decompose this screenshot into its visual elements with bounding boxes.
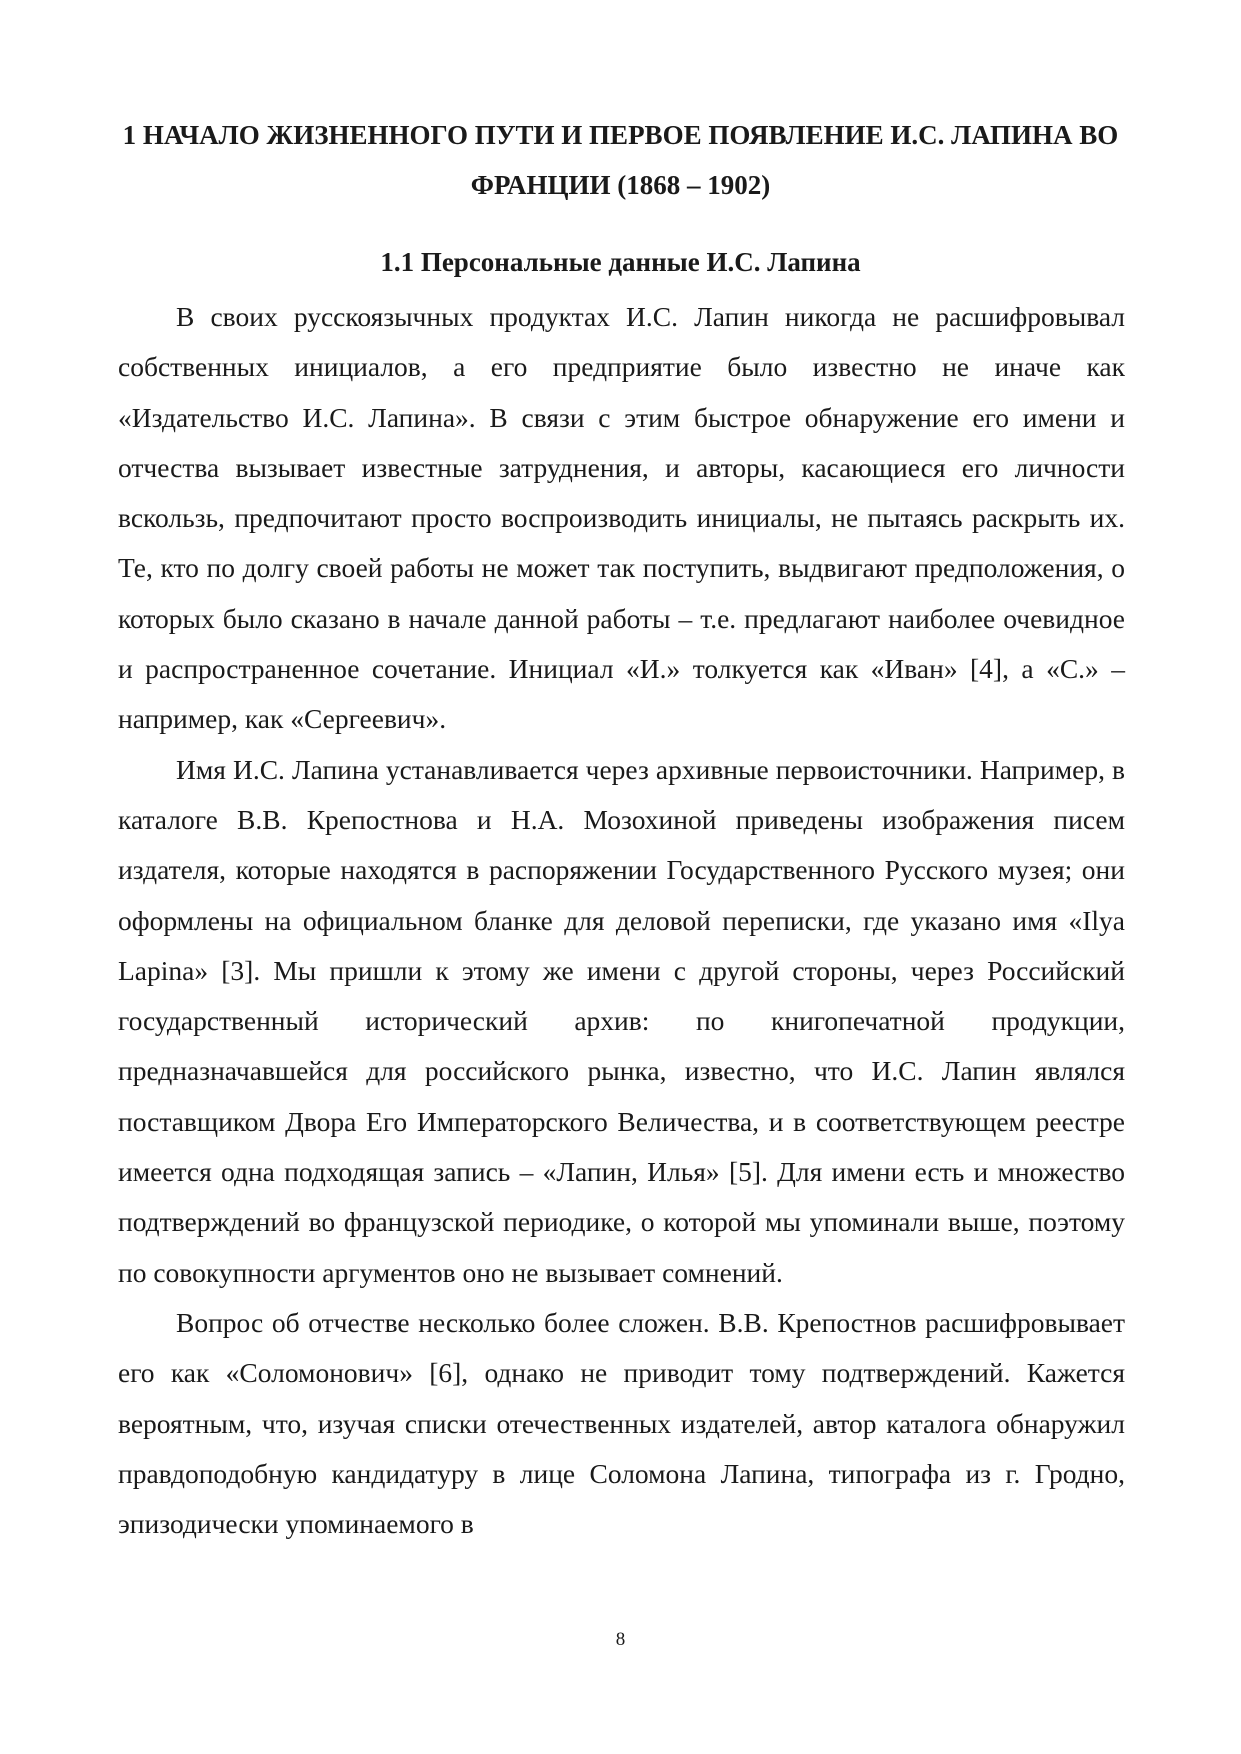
page-number: 8 [615, 1629, 626, 1650]
paragraph-3: Вопрос об отчестве несколько более сложен. В.В. Крепостнов расшифровывает его как «Соломонович» [6], однако не приводит тому подтверждений. Кажется вероятным, что, изучая списки отечественных издателей, автор каталога обнаружил правдоподобную кандидатуру в лице Соломона Лапина, типографа из г. Гродно, эпизодически упоминаемого в [118, 1306, 1125, 1540]
chapter-title: 1 НАЧАЛО ЖИЗНЕННОГО ПУТИ И ПЕРВОЕ ПОЯВЛЕНИЕ И.С. ЛАПИНА ВО ФРАНЦИИ (1868 – 1902) [122, 120, 1119, 200]
body-text [118, 292, 1125, 1549]
section-title: 1.1 Персональные данные И.С. Лапина [380, 247, 861, 277]
paragraph-1: В своих русскоязычных продуктах И.С. Лапин никогда не расшифровывал собственных инициалов, а его предприятие было известно не иначе как «Издательство И.С. Лапина». В связи с этим быстрое обнаружение его имени и отчества вызывает известные затруднения, и авторы, касающиеся его личности вскользь, предпочитают просто воспроизводить инициалы, не пытаясь раскрыть их. Те, кто по долгу своей работы не может так поступить, выдвигают предположения, о которых было сказано в начале данной работы – т.е. предлагают наиболее очевидное и распространенное сочетание. Инициал «И.» толкуется как «Иван» [4], а «С.» – например, как «Сергеевич». [118, 301, 1125, 735]
paragraph-2: Имя И.С. Лапина устанавливается через архивные первоисточники. Например, в каталоге В.В. Крепостнова и Н.А. Мозохиной приведены изображения писем издателя, которые находятся в распоряжении Государственного Русского музея; они оформлены на официальном бланке для деловой переписки, где указано имя «Ilya Lapina» [3]. Мы пришли к этому же имени с другой стороны, через Российский государственный исторический архив: по книгопечатной продукции, предназначавшейся для российского рынка, известно, что И.С. Лапин являлся поставщиком Двора Его Императорского Величества, и в соответствующем реестре имеется одна подходящая запись – «Лапин, Илья» [5]. Для имени есть и множество подтверждений во французской периодике, о которой мы упоминали выше, поэтому по совокупности аргументов оно не вызывает сомнений. [118, 753, 1125, 1288]
